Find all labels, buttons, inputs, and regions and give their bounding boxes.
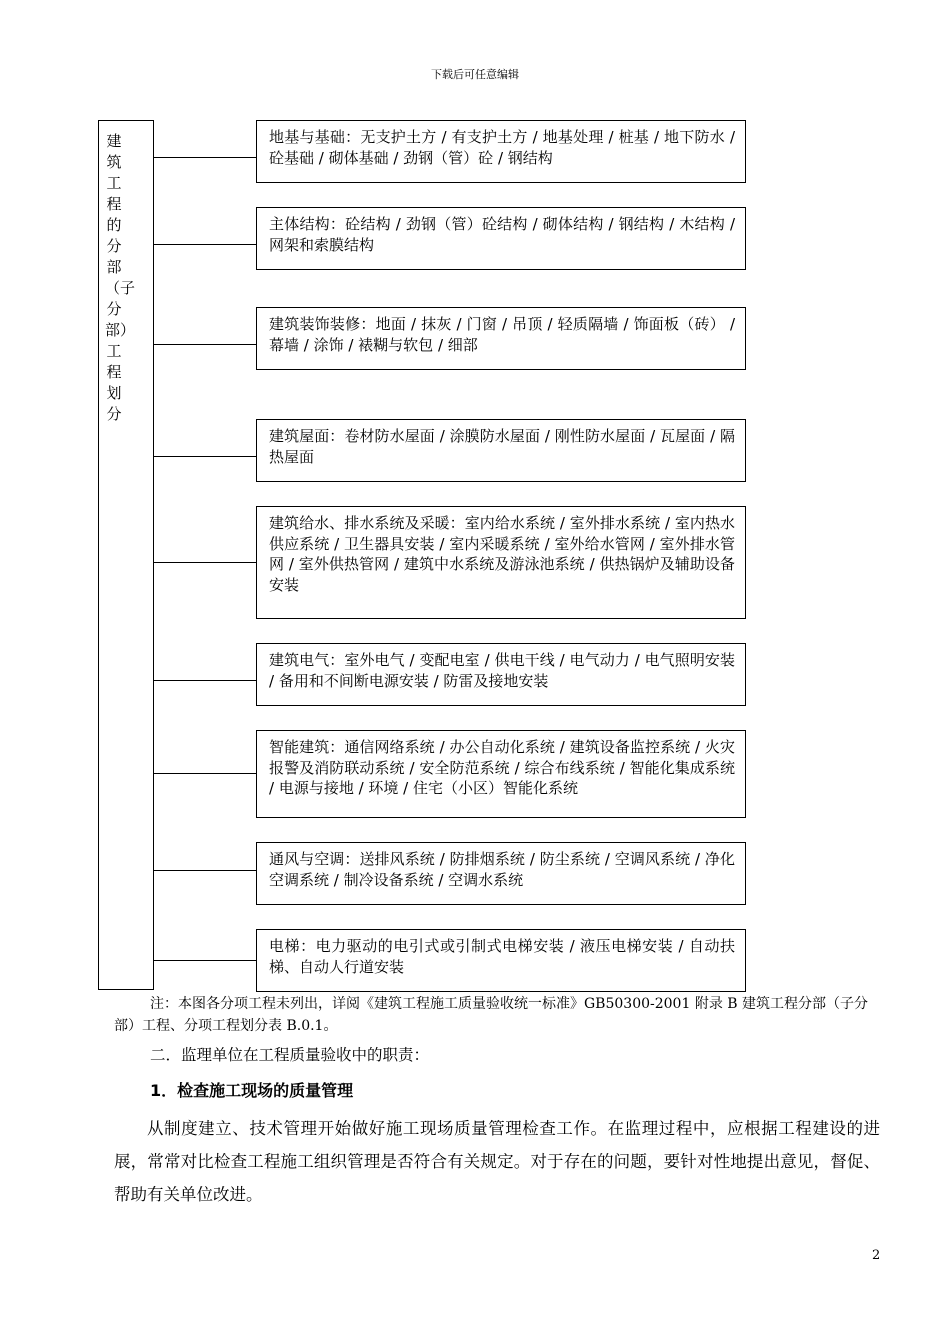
diagram-node: 建筑屋面：卷材防水屋面 / 涂膜防水屋面 / 刚性防水屋面 / 瓦屋面 / 隔热屋面 <box>256 419 746 482</box>
diagram-node: 通风与空调：送排风系统 / 防排烟系统 / 防尘系统 / 空调风系统 / 净化空调系统 / 制冷设备系统 / 空调水系统 <box>256 842 746 905</box>
connector-line <box>154 773 256 774</box>
subheading: 1．检查施工现场的质量管理 <box>150 1081 354 1100</box>
connector-line <box>154 562 256 563</box>
connector-line <box>154 157 256 158</box>
connector-line <box>154 680 256 681</box>
diagram-root-label: 建筑工程的分部（子分部）工程划分 <box>105 132 136 423</box>
diagram-node: 电梯：电力驱动的电引式或引制式电梯安装 / 液压电梯安装 / 自动扶梯、自动人行道安装 <box>256 929 746 992</box>
diagram-node: 地基与基础：无支护土方 / 有支护土方 / 地基处理 / 桩基 / 地下防水 / 砼基础 / 砌体基础 / 劲钢（管）砼 / 钢结构 <box>256 120 746 183</box>
diagram-node: 智能建筑：通信网络系统 / 办公自动化系统 / 建筑设备监控系统 / 火灾报警及消防联动系统 / 安全防范系统 / 综合布线系统 / 智能化集成系统 / 电源与接地 / 环境 / 住宅（小区）智能化系统 <box>256 730 746 818</box>
section-title: 二．监理单位在工程质量验收中的职责： <box>150 1046 430 1064</box>
diagram-node: 建筑给水、排水系统及采暖：室内给水系统 / 室外排水系统 / 室内热水供应系统 / 卫生器具安装 / 室内采暖系统 / 室外给水管网 / 室外排水管网 / 室外供热管网 / 建筑中水系统及游泳池系统 / 供热锅炉及辅助设备安装 <box>256 506 746 619</box>
connector-line <box>154 960 256 961</box>
page-number: 2 <box>872 1248 881 1263</box>
page-header: 下载后可任意编辑 <box>431 68 519 81</box>
connector-line <box>154 456 256 457</box>
diagram-note: 注：本图各分项工程未列出，详阅《建筑工程施工质量验收统一标准》GB50300-2001 附录 B 建筑工程分部（子分部）工程、分项工程划分表 B.0.1。 <box>114 996 869 1034</box>
diagram-root-box <box>98 120 154 990</box>
diagram-node: 建筑装饰装修：地面 / 抹灰 / 门窗 / 吊顶 / 轻质隔墙 / 饰面板（砖） / 幕墙 / 涂饰 / 裱糊与软包 / 细部 <box>256 307 746 370</box>
diagram-node: 主体结构：砼结构 / 劲钢（管）砼结构 / 砌体结构 / 钢结构 / 木结构 / 网架和索膜结构 <box>256 207 746 270</box>
body-paragraph: 从制度建立、技术管理开始做好施工现场质量管理检查工作。在监理过程中，应根据工程建设的进展，常常对比检查工程施工组织管理是否符合有关规定。对于存在的问题，要针对性地提出意见，督促、帮助有关单位改进。 <box>114 1119 880 1204</box>
connector-line <box>154 344 256 345</box>
connector-line <box>154 870 256 871</box>
diagram-node: 建筑电气：室外电气 / 变配电室 / 供电干线 / 电气动力 / 电气照明安装 / 备用和不间断电源安装 / 防雷及接地安装 <box>256 643 746 706</box>
connector-line <box>154 244 256 245</box>
